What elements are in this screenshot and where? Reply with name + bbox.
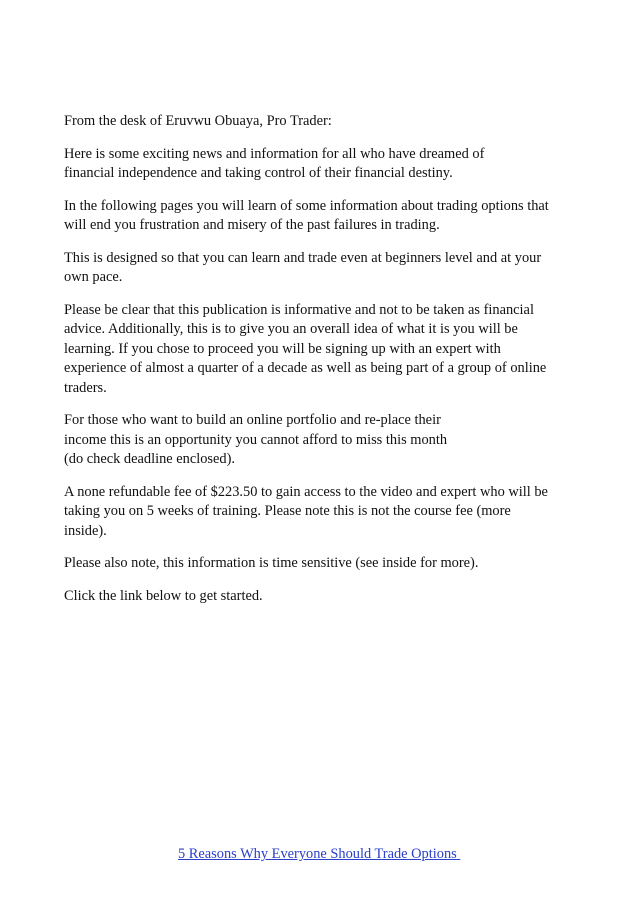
text-line: In the following pages you will learn of some information about trading options that [64,197,549,214]
paragraph-designed [64,249,584,288]
text-line: income this is an opportunity you cannot afford to miss this month [64,431,448,448]
text-line: A none refundable fee of $223.50 to gain access to the video and expert who will be [64,483,548,500]
text-line: financial independence and taking control of their financial destiny. [64,165,453,181]
text-line: experience of almost a quarter of a decade as well as being part of a group of online [64,360,547,376]
paragraph-time-sensitive [64,554,584,574]
text-line: inside). [64,522,107,539]
text-line: For those who want to build an online portfolio and re-place their [64,412,441,428]
text-line: advice. Additionally, this is to give you an overall idea of what it is you will be [64,321,518,337]
text-line: (do check deadline enclosed). [64,451,236,467]
paragraph-portfolio [64,411,584,470]
text-line: This is designed so that you can learn and trade even at beginners level and at your [64,249,542,266]
paragraph-exciting-news [64,145,584,184]
text-line: From the desk of Eruvwu Obuaya, Pro Trader: [64,113,332,129]
paragraph-following-pages [64,197,584,236]
text-line: Here is some exciting news and information for all who have dreamed of [64,145,485,162]
paragraph-fee [64,483,584,542]
trade-options-link[interactable]: 5 Reasons Why Everyone Should Trade Options [178,846,461,862]
text-line: traders. [64,379,107,396]
text-line: Please also note, this information is time sensitive (see inside for more). [64,555,479,571]
text-line: will end you frustration and misery of the past failures in trading. [64,217,440,233]
paragraph-disclaimer [64,301,584,399]
text-line: learning. If you chose to proceed you will be signing up with an expert with [64,340,501,357]
text-line: own pace. [64,269,123,285]
text-line: Click the link below to get started. [64,587,263,604]
letter-body [64,112,584,619]
text-line: Please be clear that this publication is informative and not to be taken as financial [64,301,534,318]
text-line: taking you on 5 weeks of training. Please note this is not the course fee (more [64,503,511,519]
paragraph-intro [64,112,584,132]
paragraph-call-to-action [64,587,584,607]
